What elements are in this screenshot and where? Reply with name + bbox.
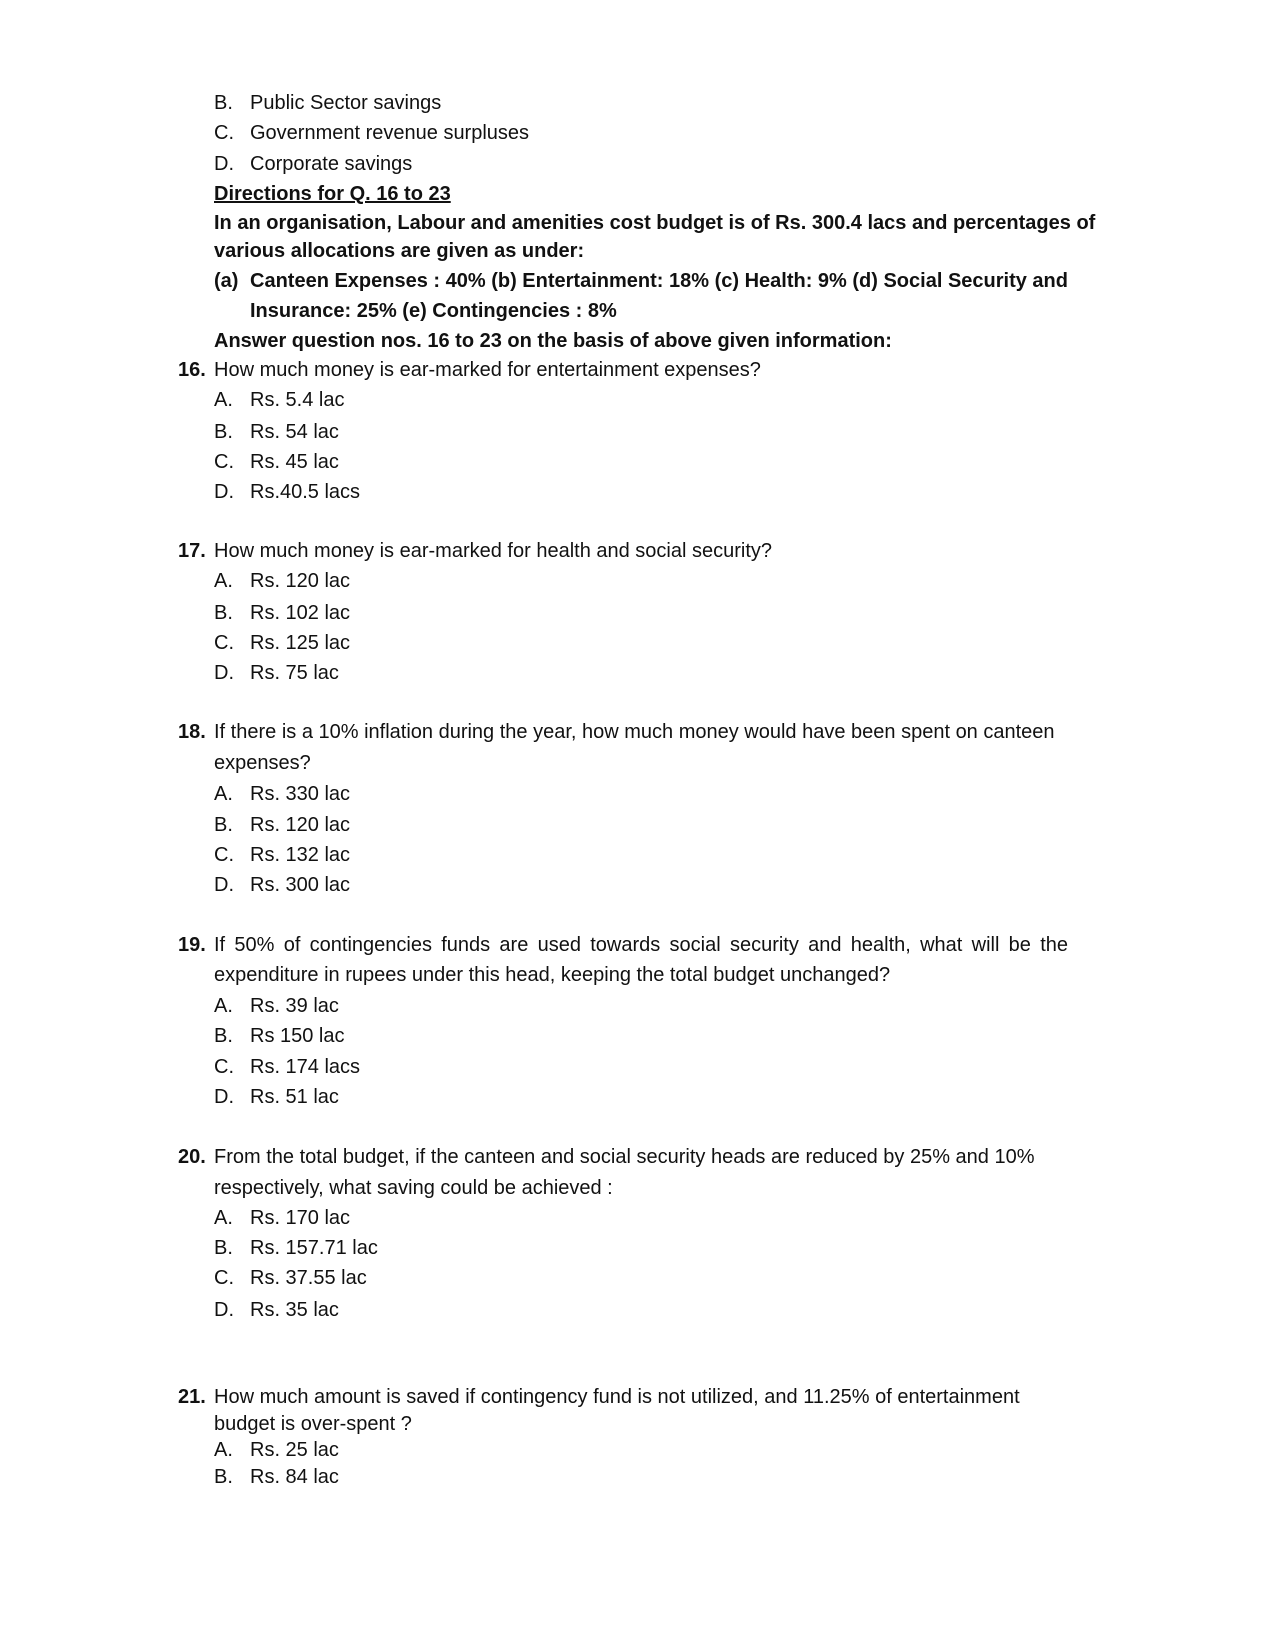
option-letter: A. xyxy=(214,995,233,1017)
question-text: From the total budget, if the canteen and social security heads are reduced by 25% and 10% xyxy=(214,1146,1035,1168)
option-text: Rs. 120 lac xyxy=(250,570,351,592)
option-letter: C. xyxy=(214,632,234,654)
option-letter: A. xyxy=(214,783,233,805)
option-text: Rs. 170 lac xyxy=(250,1207,351,1229)
question-text: How much money is ear-marked for entertainment expenses? xyxy=(214,359,761,381)
option-letter: D. xyxy=(214,1086,234,1108)
question-text: expenses? xyxy=(214,752,311,774)
allocation-line: Insurance: 25% (e) Contingencies : 8% xyxy=(250,300,617,322)
option-letter: D. xyxy=(214,153,234,175)
option-letter: D. xyxy=(214,481,234,503)
option-text: Rs. 330 lac xyxy=(250,783,351,805)
option-text: Public Sector savings xyxy=(250,92,442,114)
option-letter: B. xyxy=(214,1025,233,1047)
option-letter: D. xyxy=(214,1299,234,1321)
option-text: Corporate savings xyxy=(250,153,413,175)
option-letter: B. xyxy=(214,1237,233,1259)
question-number: 20. xyxy=(178,1146,206,1168)
option-letter: B. xyxy=(214,421,233,443)
option-text: Rs. 45 lac xyxy=(250,451,339,473)
question-number: 21. xyxy=(178,1386,206,1408)
option-letter: C. xyxy=(214,844,234,866)
allocation-line: Canteen Expenses : 40% (b) Entertainment: 18% (c) Health: 9% (d) Social Security and xyxy=(250,270,1068,292)
option-text: Rs. 132 lac xyxy=(250,844,351,866)
option-text: Rs.40.5 lacs xyxy=(250,481,361,503)
question-number: 16. xyxy=(178,359,206,381)
option-letter: A. xyxy=(214,1207,233,1229)
question-number: 19. xyxy=(178,934,206,956)
directions-intro-line: In an organisation, Labour and amenities cost budget is of Rs. 300.4 lacs and percentages of xyxy=(214,212,1096,234)
option-text: Government revenue surpluses xyxy=(250,122,530,144)
option-text: Rs. 39 lac xyxy=(250,995,339,1017)
option-text: Rs. 51 lac xyxy=(250,1086,339,1108)
question-text: If 50% of contingencies funds are used towards social security and health, what will be the xyxy=(214,934,1068,956)
option-letter: C. xyxy=(214,451,234,473)
option-letter: C. xyxy=(214,122,234,144)
question-text: expenditure in rupees under this head, keeping the total budget unchanged? xyxy=(214,964,891,986)
question-text: budget is over-spent ? xyxy=(214,1413,412,1435)
option-text: Rs 150 lac xyxy=(250,1025,345,1047)
option-letter: A. xyxy=(214,570,233,592)
question-number: 18. xyxy=(178,721,206,743)
option-letter: D. xyxy=(214,874,234,896)
option-text: Rs. 35 lac xyxy=(250,1299,339,1321)
option-text: Rs. 54 lac xyxy=(250,421,339,443)
directions-heading: Directions for Q. 16 to 23 xyxy=(214,183,451,205)
option-letter: B. xyxy=(214,814,233,836)
option-text: Rs. 157.71 lac xyxy=(250,1237,378,1259)
option-letter: A. xyxy=(214,1439,233,1461)
option-letter: B. xyxy=(214,1466,233,1488)
question-text: How much amount is saved if contingency fund is not utilized, and 11.25% of entertainment xyxy=(214,1386,1020,1408)
question-number: 17. xyxy=(178,540,206,562)
option-text: Rs. 84 lac xyxy=(250,1466,339,1488)
option-text: Rs. 125 lac xyxy=(250,632,351,654)
option-text: Rs. 102 lac xyxy=(250,602,351,624)
question-text: respectively, what saving could be achieved : xyxy=(214,1177,613,1199)
option-letter: B. xyxy=(214,92,233,114)
allocation-marker: (a) xyxy=(214,270,239,292)
option-text: Rs. 37.55 lac xyxy=(250,1267,367,1289)
option-text: Rs. 174 lacs xyxy=(250,1056,361,1078)
answer-note: Answer question nos. 16 to 23 on the basis of above given information: xyxy=(214,330,892,352)
option-letter: D. xyxy=(214,662,234,684)
option-text: Rs. 25 lac xyxy=(250,1439,339,1461)
question-text: If there is a 10% inflation during the year, how much money would have been spent on canteen xyxy=(214,721,1055,743)
option-letter: A. xyxy=(214,389,233,411)
option-letter: C. xyxy=(214,1267,234,1289)
question-text: How much money is ear-marked for health and social security? xyxy=(214,540,773,562)
option-text: Rs. 300 lac xyxy=(250,874,351,896)
option-letter: B. xyxy=(214,602,233,624)
option-text: Rs. 5.4 lac xyxy=(250,389,345,411)
directions-intro-line: various allocations are given as under: xyxy=(214,240,585,262)
option-letter: C. xyxy=(214,1056,234,1078)
option-text: Rs. 120 lac xyxy=(250,814,351,836)
option-text: Rs. 75 lac xyxy=(250,662,339,684)
